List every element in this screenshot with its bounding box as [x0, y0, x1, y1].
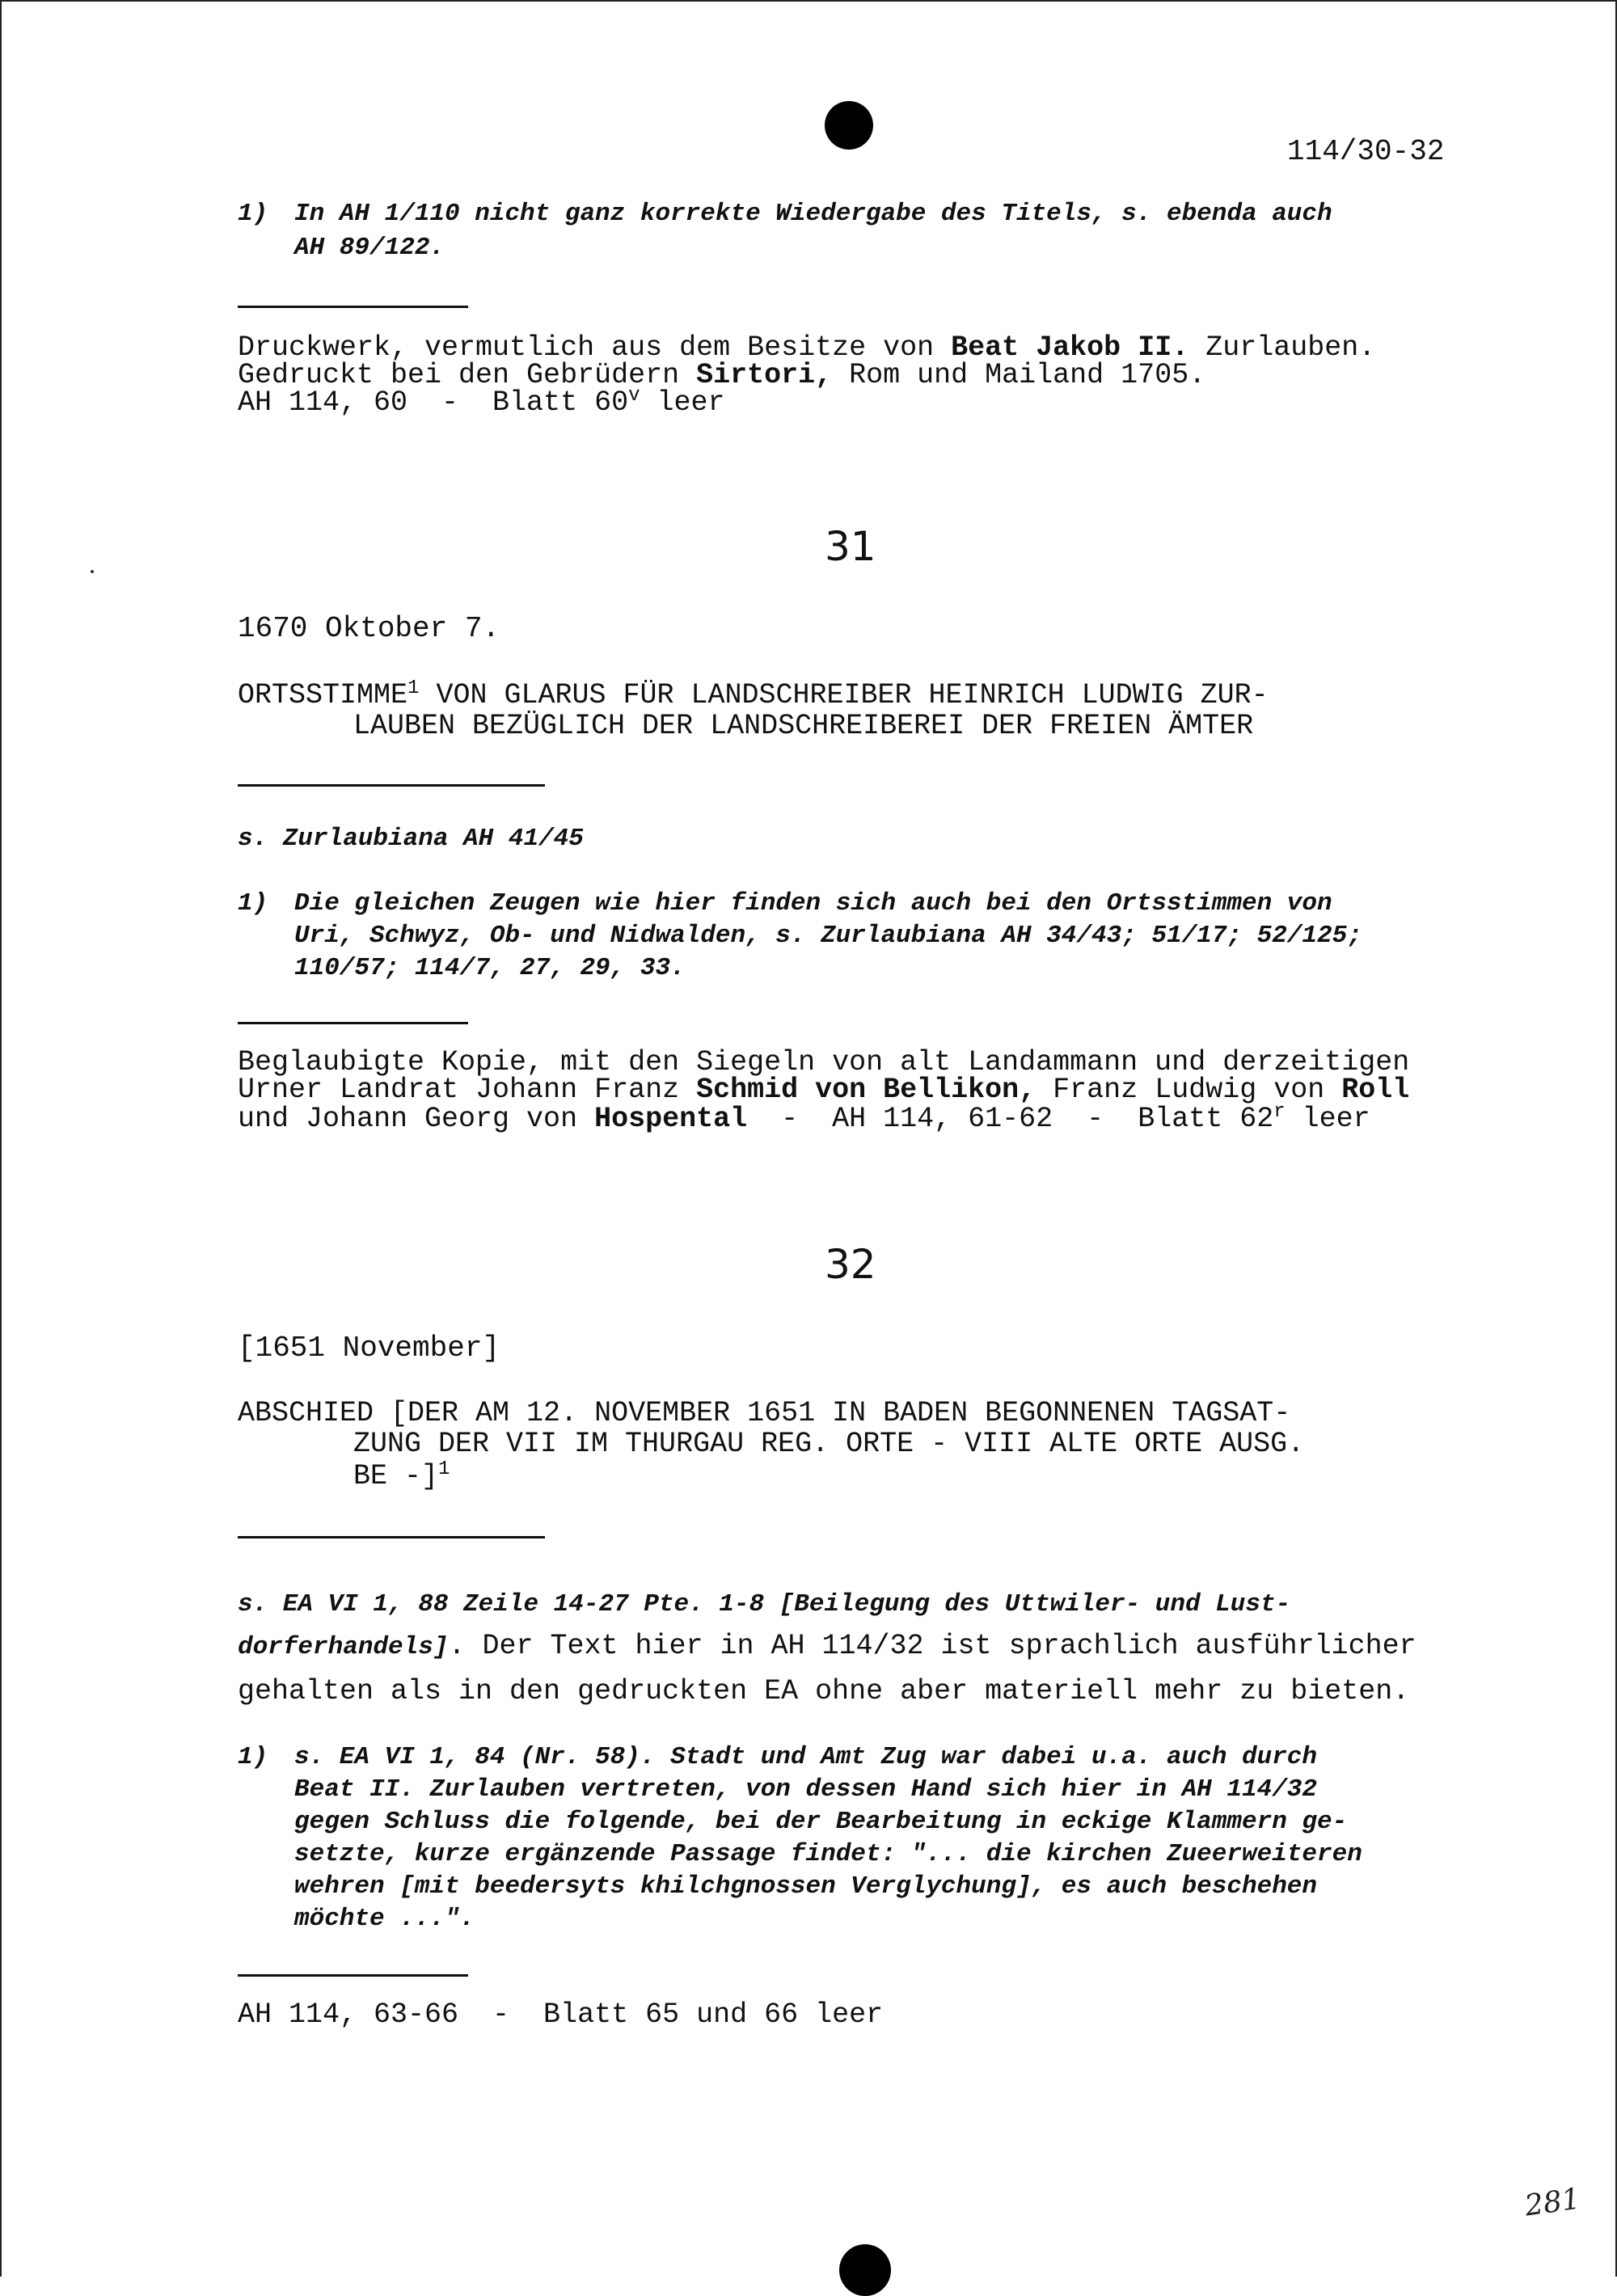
- footnote-text: wehren [mit beedersyts khilchgnossen Verglychung], es auch beschehen: [294, 1872, 1318, 1901]
- document-title: ZUNG DER VII IM THURGAU REG. ORTE - VIII ALTE ORTE AUSG.: [353, 1428, 1305, 1460]
- footnote-text: setzte, kurze ergänzende Passage findet: "... die kirchen Zueerweiteren: [294, 1840, 1362, 1868]
- separator-rule: [238, 1022, 468, 1024]
- reference-line: dorferhandels]. Der Text hier in AH 114/32 ist sprachlich ausführlicher: [238, 1630, 1416, 1662]
- reference-line: gehalten als in den gedruckten EA ohne aber materiell mehr zu bieten.: [238, 1675, 1410, 1707]
- separator-rule: [238, 1974, 468, 1977]
- footnote-text: AH 89/122.: [294, 234, 445, 262]
- footnote-text: möchte ...".: [294, 1905, 475, 1933]
- section-number: 32: [825, 1241, 876, 1288]
- description-line: AH 114, 60 - Blatt 60$^v$ leer: [238, 385, 725, 419]
- punch-hole-bottom: [839, 2244, 891, 2296]
- footnote-number: 1): [238, 889, 268, 918]
- description-line: Beglaubigte Kopie, mit den Siegeln von alt Landammann und derzeitigen: [238, 1046, 1410, 1078]
- document-title: ABSCHIED [DER AM 12. NOVEMBER 1651 IN BADEN BEGONNENEN TAGSAT-: [238, 1397, 1291, 1429]
- description-line: Druckwerk, vermutlich aus dem Besitze von Beat Jakob II. Zurlauben.: [238, 331, 1376, 364]
- footnote-text: s. EA VI 1, 84 (Nr. 58). Stadt und Amt Zug war dabei u.a. auch durch: [294, 1743, 1318, 1771]
- scan-speck: [91, 570, 94, 573]
- page-border-left: [0, 0, 2, 2277]
- section-number: 31: [825, 523, 876, 570]
- description-line: und Johann Georg von Hospental - AH 114, 61-62 - Blatt 62$^r$ leer: [238, 1101, 1370, 1135]
- separator-rule: [238, 1536, 545, 1538]
- reference-line: s. Zurlaubiana AH 41/45: [238, 825, 584, 853]
- footnote-text: Uri, Schwyz, Ob- und Nidwalden, s. Zurlaubiana AH 34/43; 51/17; 52/125;: [294, 922, 1362, 950]
- document-title: ORTSSTIMME$^1$ VON GLARUS FÜR LANDSCHREIBER HEINRICH LUDWIG ZUR-: [238, 677, 1269, 711]
- reference-line: s. EA VI 1, 88 Zeile 14-27 Pte. 1-8 [Beilegung des Uttwiler- und Lust-: [238, 1590, 1291, 1619]
- punch-hole-top: [825, 101, 873, 150]
- description-line: AH 114, 63-66 - Blatt 65 und 66 leer: [238, 1998, 884, 2031]
- document-title: LAUBEN BEZÜGLICH DER LANDSCHREIBEREI DER FREIEN ÄMTER: [353, 710, 1254, 742]
- description-line: Urner Landrat Johann Franz Schmid von Bellikon, Franz Ludwig von Roll: [238, 1074, 1410, 1106]
- footnote-text: gegen Schluss die folgende, bei der Bearbeitung in eckige Klammern ge-: [294, 1808, 1348, 1836]
- document-title: BE -]$^1$: [353, 1458, 450, 1492]
- footnote-number: 1): [238, 200, 268, 228]
- page-reference: 114/30-32: [1287, 135, 1445, 168]
- footnote-text: Beat II. Zurlauben vertreten, von dessen Hand sich hier in AH 114/32: [294, 1775, 1318, 1804]
- document-date: [1651 November]: [238, 1332, 500, 1365]
- footnote-text: In AH 1/110 nicht ganz korrekte Wiedergabe des Titels, s. ebenda auch: [294, 200, 1332, 228]
- footnote-text: 110/57; 114/7, 27, 29, 33.: [294, 954, 686, 982]
- description-line: Gedruckt bei den Gebrüdern Sirtori, Rom und Mailand 1705.: [238, 359, 1206, 391]
- handwritten-page-number: 281: [1522, 2182, 1583, 2223]
- document-date: 1670 Oktober 7.: [238, 612, 500, 645]
- separator-rule: [238, 784, 545, 787]
- footnote-number: 1): [238, 1743, 268, 1771]
- page-border-top: [0, 0, 1617, 2]
- separator-rule: [238, 306, 468, 308]
- footnote-text: Die gleichen Zeugen wie hier finden sich auch bei den Ortsstimmen von: [294, 889, 1332, 918]
